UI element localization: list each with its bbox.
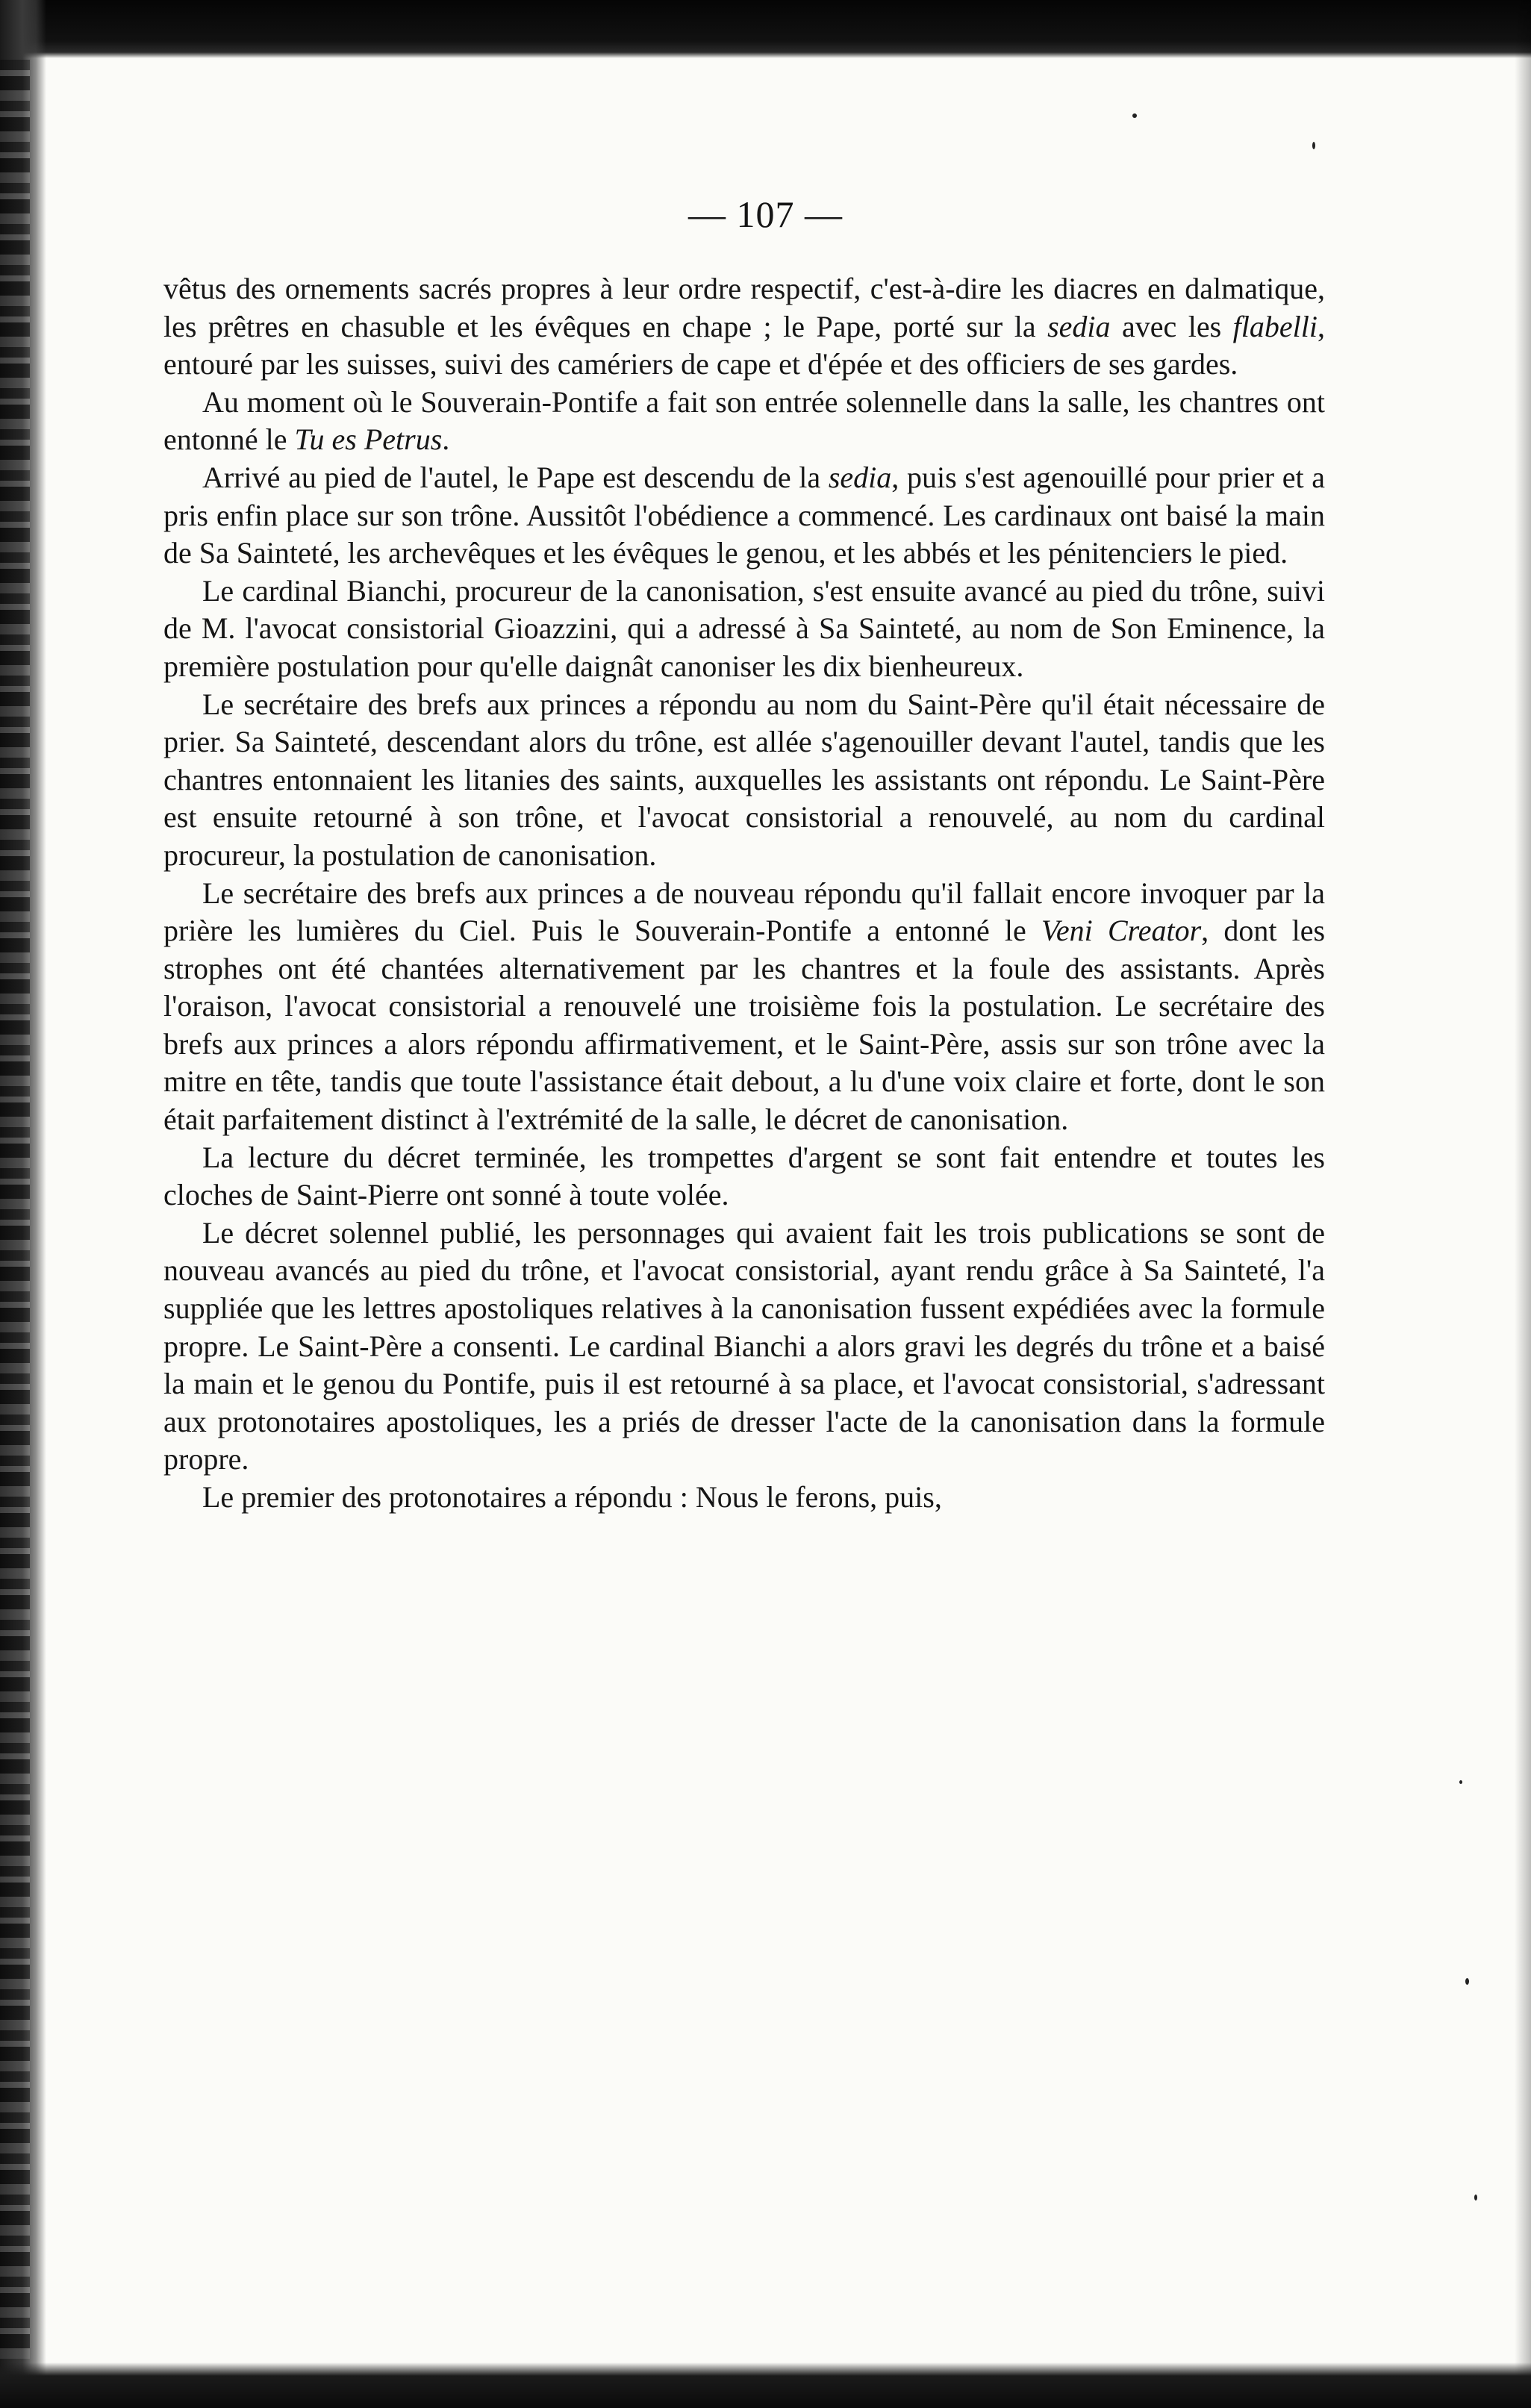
- scan-speck: [1132, 113, 1137, 118]
- scan-edge-bottom: [0, 2362, 1531, 2408]
- text-run: La lecture du décret terminée, les trompettes d'argent se sont fait entendre et toutes les cloches de Saint-Pierre ont sonné à toute volée.: [163, 1140, 1325, 1212]
- text-run: Le cardinal Bianchi, procureur de la canonisation, s'est ensuite avancé au pied du trône, suivi de M. l'avocat consistorial Gioazzini, qui a adressé à Sa Sainteté, au nom de Son Eminence, la première postulation pour qu'elle daignât canoniser les dix bienheureux.: [163, 573, 1325, 683]
- text-run: avec les: [1110, 309, 1233, 343]
- body-text: [163, 270, 1325, 1517]
- scan-edge-left-texture: [0, 60, 30, 2359]
- paragraph: [163, 1139, 1325, 1214]
- paragraph: [163, 384, 1325, 459]
- scan-speck: [1312, 142, 1315, 149]
- paragraph: [163, 875, 1325, 1139]
- text-run: , dont les strophes ont été chantées alternativement par les chantres et la foule des assistants. Après l'oraison, l'avocat consistorial a renouvelé une troisième fois la postulation. Le secrétaire des brefs aux princes a alors répondu affirmativement, et le Saint-Père, assis sur son trône avec la mitre en tête, tandis que toute l'assistance était debout, a lu d'une voix claire et forte, dont le son était parfaitement distinct à l'extrémité de la salle, le décret de canonisation.: [163, 914, 1326, 1137]
- paragraph: [163, 459, 1325, 573]
- scan-speck: [1465, 1978, 1469, 1985]
- italic-text-run: Veni Creator: [1041, 914, 1202, 948]
- text-run: Le secrétaire des brefs aux princes a répondu au nom du Saint-Père qu'il était nécessaire de prier. Sa Sainteté, descendant alors du trône, est allée s'agenouiller devant l'autel, tandis que les chantres entonnaient les litanies des saints, auxquelles les assistants ont répondu. Le Saint-Père est ensuite retourné à son trône, et l'avocat consistorial a renouvelé, au nom du cardinal procureur, la postulation de canonisation.: [163, 687, 1325, 872]
- italic-text-run: Tu es Petrus: [294, 422, 443, 457]
- text-run: Arrivé au pied de l'autel, le Pape est descendu de la: [202, 460, 829, 494]
- text-run: Le premier des protonotaires a répondu : Nous le ferons, puis,: [202, 1480, 942, 1514]
- text-run: , puis s'est agenouillé pour prier et a pris enfin place sur son trône. Aussitôt l'obédience a commencé. Les cardinaux ont baisé la main de Sa Sainteté, les archevêques et les évêques le genou, et les abbés et les pénitenciers le pied.: [163, 460, 1326, 570]
- page-number: — 107 —: [688, 193, 843, 235]
- italic-text-run: flabelli: [1232, 309, 1318, 343]
- scan-edge-right: [1515, 0, 1531, 2408]
- paragraph: [163, 686, 1325, 875]
- italic-text-run: sedia: [828, 460, 892, 494]
- text-run: .: [442, 422, 450, 457]
- scan-edge-top: [0, 0, 1531, 58]
- text-run: Au moment où le Souverain-Pontife a fait son entrée solennelle dans la salle, les chantres ont entonné le: [163, 384, 1325, 457]
- italic-text-run: sedia: [1047, 309, 1111, 343]
- scan-speck: [1474, 2195, 1477, 2200]
- text-run: Le secrétaire des brefs aux princes a de nouveau répondu qu'il fallait encore invoquer par la prière les lumières du Ciel. Puis le Souverain-Pontife a entonné le: [163, 876, 1325, 948]
- paragraph: [163, 1214, 1325, 1479]
- paragraph: [163, 1479, 1325, 1517]
- scan-speck: [1459, 1780, 1462, 1784]
- text-run: Le décret solennel publié, les personnages qui avaient fait les trois publications se sont de nouveau avancés au pied du trône, et l'avocat consistorial, ayant rendu grâce à Sa Sainteté, l'a suppliée que les lettres apostoliques relatives à la canonisation fussent expédiées avec la formule propre. Le Saint-Père a consenti. Le cardinal Bianchi a alors gravi les degrés du trône et a baisé la main et le genou du Pontife, puis il est retourné à sa place, et l'avocat consistorial, s'adressant aux protonotaires apostoliques, les a priés de dresser l'acte de la canonisation dans la formule propre.: [163, 1215, 1325, 1476]
- text-run: , entouré par les suisses, suivi des camériers de cape et d'épée et des officiers de ses gardes.: [163, 309, 1325, 381]
- paragraph: [163, 270, 1325, 384]
- text-run: vêtus des ornements sacrés propres à leur ordre respectif, c'est-à-dire les diacres en dalmatique, les prêtres en chasuble et les évêques en chape ; le Pape, porté sur la: [163, 272, 1325, 343]
- paragraph: [163, 573, 1325, 686]
